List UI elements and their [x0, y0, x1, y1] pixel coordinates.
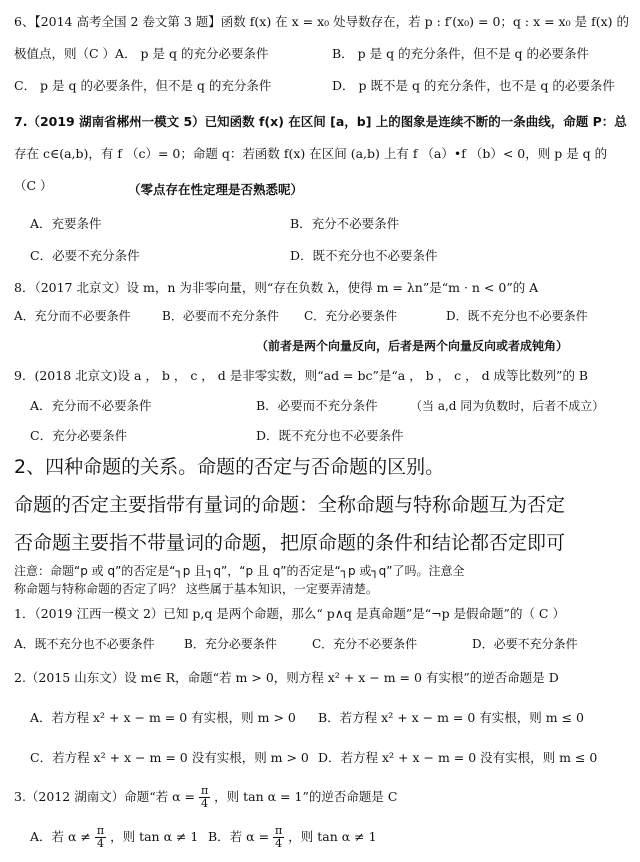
p3-option-b-suffix: ，则 tan α ≠ 1: [288, 829, 377, 844]
q6-stem-line2: 极值点，则（C ）A． p 是 q 的充分必要条件: [14, 46, 269, 61]
q7-stem-line2: 存在 c∈(a,b)，有 f （c）= 0；命题 q：若函数 f(x) 在区间 (a,b) 上有 f （a）•f （b）< 0，则 p 是 q 的: [14, 146, 608, 161]
p3-option-b-numerator: π: [275, 824, 283, 837]
p3-option-a-denominator: 4: [96, 837, 104, 850]
p3-option-a: [30, 822, 198, 852]
q8-option-a: A．充分而不必要条件: [14, 309, 131, 323]
p1-option-d: D．必要不充分条件: [472, 637, 578, 651]
p3-option-b-denominator: 4: [275, 837, 283, 850]
q9-option-b: B．必要而不充分条件: [256, 398, 378, 413]
q8-option-b: B．必要而不充分条件: [162, 309, 279, 323]
q9-hint: （当 a,d 同为负数时，后者不成立）: [410, 399, 605, 413]
p3-stem-fraction-numerator: π: [200, 784, 209, 797]
section-title: 2、四种命题的关系。命题的否定与否命题的区别。: [14, 456, 445, 478]
p1-option-c: C．充分不必要条件: [312, 637, 418, 651]
p3-stem: [14, 782, 397, 812]
section-line-inverse: 否命题主要指不带量词的命题，把原命题的条件和结论都否定即可: [14, 532, 566, 554]
q9-stem: 9．(2018 北京文)设 a ， b ， c ， d 是非零实数，则“ad = bc”是“a ， b ， c ， d 成等比数列”的 B: [14, 368, 589, 383]
q9-option-a: A．充分而不必要条件: [30, 398, 152, 413]
p2-option-a: A．若方程 x² + x − m = 0 有实根，则 m > 0: [30, 710, 296, 725]
q9-option-c: C．充分必要条件: [30, 428, 128, 443]
q8-stem: 8．（2017 北京文）设 m，n 为非零向量，则“存在负数 λ，使得 m = λn”是“m · n < 0”的 A: [14, 280, 539, 295]
p3-option-b: [208, 822, 377, 852]
p3-option-b-fraction: [273, 825, 284, 850]
q6-option-b: B． p 是 q 的充分条件，但不是 q 的必要条件: [332, 46, 590, 61]
p3-stem-prefix: 3.（2012 湖南文）命题“若 α =: [14, 789, 195, 804]
q7-option-a: A．充要条件: [30, 216, 102, 231]
p1-option-b: B．充分必要条件: [184, 637, 277, 651]
q6-stem-line1: 6、【2014 高考全国 2 卷文第 3 题】函数 f(x) 在 x = x₀ 处导数存在，若 p : f′(x₀) = 0；q : x = x₀ 是 f(x) 的: [14, 14, 629, 29]
p3-option-a-suffix: ，则 tan α ≠ 1: [110, 829, 199, 844]
q7-hint: （零点存在性定理是否熟悉呢）: [128, 182, 304, 197]
q7-answer: （C ）: [14, 178, 53, 193]
p3-option-a-numerator: π: [96, 824, 105, 837]
q8-hint: （前者是两个向量反向，后者是两个向量反向或者成钝角）: [256, 339, 569, 353]
p3-stem-fraction-denominator: 4: [201, 797, 209, 810]
p3-option-b-prefix: B．若 α =: [208, 829, 270, 844]
p3-option-a-fraction: [95, 825, 106, 850]
q7-option-d: D．既不充分也不必要条件: [290, 248, 438, 263]
p2-option-c: C．若方程 x² + x − m = 0 没有实根，则 m > 0: [30, 750, 309, 765]
p3-stem-fraction: [199, 785, 210, 810]
q6-option-d: D． p 既不是 q 的充分条件，也不是 q 的必要条件: [332, 78, 615, 93]
section-note-line1: 注意：命题“p 或 q”的否定是“┐p 且┐q”，“p 且 q”的否定是“┐p 或┐q”了吗。注意全: [14, 564, 465, 578]
q6-option-c: C． p 是 q 的必要条件，但不是 q 的充分条件: [14, 78, 272, 93]
q7-option-b: B．充分不必要条件: [290, 216, 400, 231]
p2-option-d: D．若方程 x² + x − m = 0 没有实根，则 m ≤ 0: [318, 750, 598, 765]
p2-stem: 2.（2015 山东文）设 m∈ R，命题“若 m > 0，则方程 x² + x − m = 0 有实根”的逆否命题是 D: [14, 670, 559, 685]
section-line-negation: 命题的否定主要指带有量词的命题：全称命题与特称命题互为否定: [14, 494, 566, 516]
p1-option-a: A．既不充分也不必要条件: [14, 637, 155, 651]
q8-option-d: D．既不充分也不必要条件: [446, 309, 588, 323]
q7-stem-line1: 7.（2019 湖南省郴州一模文 5）已知函数 f(x) 在区间 [a，b] 上的图象是连续不断的一条曲线，命题 P：总: [14, 114, 627, 129]
p1-stem: 1．（2019 江西一模文 2）已知 p,q 是两个命题，那么“ p∧q 是真命题”是“¬p 是假命题”的（ C ）: [14, 606, 565, 621]
p2-option-b: B．若方程 x² + x − m = 0 有实根，则 m ≤ 0: [318, 710, 585, 725]
p3-stem-suffix: ，则 tan α = 1”的逆否命题是 C: [214, 789, 398, 804]
section-note-line2: 称命题与特称命题的否定了吗？ 这些属于基本知识，一定要弄清楚。: [14, 582, 378, 596]
q8-option-c: C．充分必要条件: [304, 309, 398, 323]
q9-option-d: D．既不充分也不必要条件: [256, 428, 404, 443]
q7-option-c: C．必要不充分条件: [30, 248, 140, 263]
p3-option-a-prefix: A．若 α ≠: [30, 829, 91, 844]
